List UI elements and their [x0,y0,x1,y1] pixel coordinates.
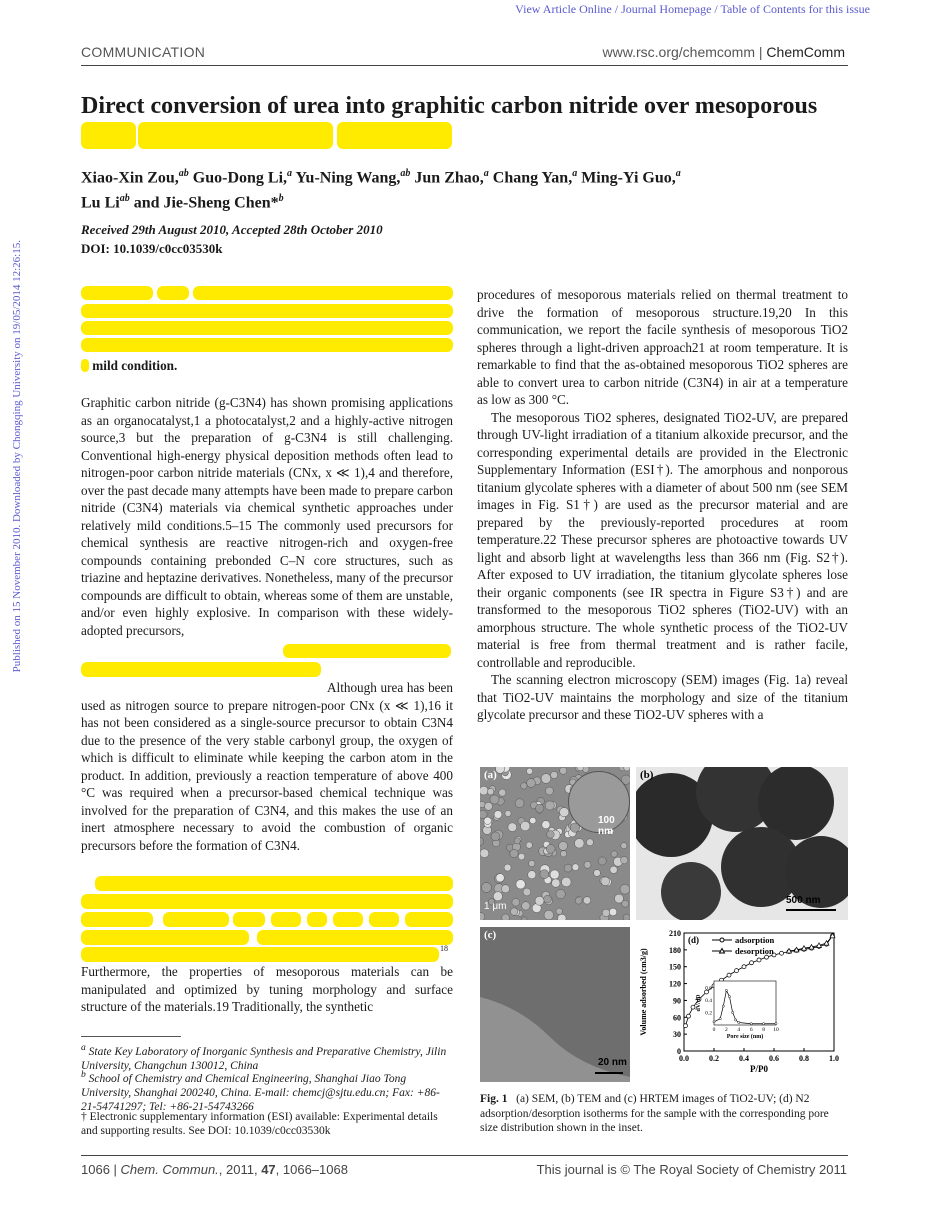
sem-particle [584,861,591,868]
sem-particle [510,908,517,915]
sem-particle [586,839,593,846]
redaction-block-1 [283,644,451,658]
sem-particle [556,908,562,914]
point-adsorption [687,1014,691,1018]
footnote-b: $^b$ School of Chemistry and Chemical Engineering, Shanghai Jiao Tong University, Shanghai 200240, China. E-mail: chemcj@sjtu.edu.cn; Fax: +86-21-54741297; Tel: +86-21-54743266 [81,1069,440,1113]
inset-y-tick: 0.4 [705,997,712,1004]
author-name: Yu-Ning Wang, [292,169,401,187]
abstract-redacted [81,284,453,359]
x-tick-label: 0.8 [799,1054,809,1063]
panel-c-hrtem [480,927,630,1082]
footer-rule [81,1155,848,1156]
panel-a-sem [480,767,630,920]
sem-particle [623,914,630,920]
inset-x-label: Pore size (nm) [726,1034,764,1040]
author-name: and Jie-Sheng Chen* [129,194,279,212]
sem-particle [558,914,567,920]
sem-particle [560,851,566,857]
sem-particle [480,838,484,846]
header-rule [81,65,848,66]
legend-marker-desorption [720,949,725,954]
sem-particle [560,808,569,817]
sem-particle [610,866,617,873]
author-name: Chang Yan, [488,169,573,187]
author-name: Jun Zhao, [410,169,484,187]
x-tick-label: 0.0 [679,1054,689,1063]
sem-particle [493,892,502,901]
sem-particle [601,877,610,886]
journal-url[interactable]: www.rsc.org/chemcomm [602,44,755,60]
author-name: Guo-Dong Li, [188,169,288,187]
authors-line-1 [81,163,851,188]
section-label: COMMUNICATION [81,44,206,60]
inset-point [719,1018,721,1020]
sem-particle [527,768,533,774]
y-tick-label: 60 [673,1013,681,1023]
inset-point [775,1023,777,1025]
inset-x-tick: 8 [762,1027,765,1033]
inset-x-tick: 4 [737,1027,741,1033]
point-adsorption [757,958,761,962]
inset-y-label: dV/dD [696,994,702,1012]
x-tick-label: 1.0 [829,1054,839,1063]
sem-particle [536,804,544,812]
sem-particle [480,913,485,921]
footnote-a: $^a$ State Key Laboratory of Inorganic Synthesis and Preparative Chemistry, Jilin University, Changchun 130012, China [81,1042,447,1072]
y-tick-label: 0 [677,1047,681,1056]
inset-y-tick: 0.6 [705,985,712,992]
sem-particle [544,910,554,920]
inset-x-tick: 6 [749,1027,753,1033]
sem-particle [487,789,493,795]
sem-particle [521,783,527,789]
inset-frame [714,981,776,1025]
sem-particle [594,870,601,877]
legend-marker-adsorption [720,938,724,942]
footnote-esi: † Electronic supplementary information (ESI) available: Experimental details and supporting results. See DOI: 10.1039/c0cc03530k [81,1111,438,1137]
sem-particle [562,877,572,887]
sem-particle [480,810,487,818]
author-list [81,163,851,214]
sem-particle [499,789,506,796]
journal-header: www.rsc.org/chemcomm | ChemComm [602,44,845,60]
affiliation-mark: a [287,168,293,179]
title-line-2-redacted [81,120,851,150]
view-article-link[interactable]: View Article Online / Journal Homepage / Table of Contents for this issue [515,2,870,16]
sem-particle [485,802,493,810]
sem-particle [620,884,630,894]
inset-y-tick: 0.2 [705,1010,712,1017]
paper-title [81,92,851,150]
sem-particle [510,849,518,857]
sem-particle [535,896,544,905]
sem-particle [540,870,549,879]
sem-particle [530,817,536,823]
sem-particle [552,879,560,887]
sem-particle [512,898,520,906]
sem-particle [598,857,606,865]
affiliation-mark: a [483,168,489,179]
x-tick-label: 0.4 [739,1054,749,1063]
point-adsorption [750,961,754,965]
sem-particle [541,774,551,784]
point-adsorption [691,1005,695,1009]
sem-particle [542,821,550,829]
affiliation-mark: ab [178,168,189,179]
sem-particle [551,771,558,778]
abstract-tail: mild condition. [81,357,453,375]
sem-particle [505,810,511,816]
point-adsorption [780,951,784,955]
affiliation-mark: ab [400,168,411,179]
sem-particle [545,787,553,795]
title-line-1: Direct conversion of urea into graphitic carbon nitride over mesoporous [81,93,818,119]
sem-particle [480,849,489,858]
sem-particle [520,821,530,831]
inset-point [722,1005,724,1007]
copyright-footer: This journal is © The Royal Society of Chemistry 2011 [536,1162,847,1177]
sem-particle [575,897,582,904]
affiliation-mark: a [675,168,681,179]
affiliation-mark: ab [119,193,130,205]
intro-paragraph: Graphitic carbon nitride (g-C3N4) has shown promising applications as an organocatalyst,1 a photocatalyst,2 and a highly-active nitrogen source,3 but the preparation of g-C3N4 is still challenging. Conventional high-energy physical deposition methods often lead to nitrogen-poor carbon nitride materials (CNx, x ≪ 1),4 and therefore, over the past decade many attempts have been made to prepare carbon nitride (C3N4) materials via chemical synthetic approaches under relatively mild conditions.5–15 The commonly used precursors for chemical synthesis are reactive nitrogen-rich and oxygen-free compounds containing prebonded C–N core structures, such as triazine and heptazine derivatives. Nonetheless, many of the precursor compounds are difficult to obtain, whereas some of them are unstable, and/or even highly explosive. In comparison with these widely-adopted precursors, [81,395,453,638]
legend-text-adsorption: adsorption [735,935,775,945]
author-name: Ming-Yi Guo, [577,169,676,187]
sem-particle [515,799,524,808]
author-name: Xiao-Xin Zou, [81,169,179,187]
affiliation-mark: a [572,168,578,179]
scale-c: 20 nm [598,1057,627,1068]
received-dates: Received 29th August 2010, Accepted 28th October 2010 [81,222,383,237]
footnote-rule [81,1036,181,1037]
inset-x-tick: 0 [712,1027,716,1033]
sem-particle [559,841,568,850]
inset-point [750,1023,752,1025]
inset-point [763,1023,765,1025]
sem-particle [544,895,552,903]
sem-particle [496,874,504,882]
scale-a2: 1 μm [484,901,507,912]
sem-particle [546,845,555,854]
sem-particle [621,843,627,849]
download-stamp: Published on 15 November 2010. Downloaded by Chongqing University on 19/05/2014 12:26:15. [11,240,23,673]
sem-particle [560,767,567,774]
sem-particle [491,832,500,841]
panel-b-label: (b) [640,769,654,781]
inset-point [713,1021,715,1023]
sem-particle [572,864,579,871]
sem-particle [621,857,628,864]
panel-d-label: (d) [688,935,699,945]
inset-point [728,996,730,998]
sem-particle [508,823,517,832]
sem-particle [482,883,492,893]
x-tick-label: 0.6 [769,1054,779,1063]
sem-particle [609,908,617,916]
point-adsorption [735,969,739,973]
affiliation-mark: b [278,193,284,205]
y-axis-label: Volume adsorbed (cm3/g) [639,948,648,1036]
y-tick-label: 150 [669,962,681,972]
sem-particle [529,860,535,866]
sem-particle [564,864,572,872]
sem-particle [494,811,502,819]
panel-c-label: (c) [484,929,497,941]
isotherm-chart [636,927,848,1082]
sem-particle [622,900,629,907]
inset-x-tick: 2 [725,1027,728,1033]
figure-caption: Fig. 1 (a) SEM, (b) TEM and (c) HRTEM images of TiO2-UV; (d) N2 adsorption/desorption isotherms for the sample with the corresponding pore size distribution shown in the inset. [480,1093,829,1134]
inset-point [732,1011,734,1013]
sem-particle [516,880,525,889]
sem-particle [602,909,610,917]
x-tick-label: 0.2 [709,1054,719,1063]
scale-a1: 100 nm [598,815,615,837]
inset-point [735,1019,737,1021]
inset-x-tick: 10 [773,1027,779,1033]
sem-particle [504,864,511,871]
doi[interactable]: DOI: 10.1039/c0cc03530k [81,241,223,256]
y-tick-label: 120 [669,979,681,989]
right-column-text: procedures of mesoporous materials relied on thermal treatment to drive the formation of mesoporous structure.19,20 In this communication, we report the facile synthesis of mesoporous TiO2 spheres through a light-driven approach21 at room temperature. It is remarkable to find that the as-obtained mesoporous TiO2 spheres are able to convert urea to carbon nitride (C3N4) in air at a temperature as low as 300 °C. The mesoporous TiO2 spheres, designated TiO2-UV, are prepared through UV-light irradiation of a titanium alkoxide precursor, and the corresponding experimental details are provided in the Electronic Supplementary Information (ESI†). The amorphous and nonporous titanium glycolate spheres with a diameter of about 500 nm (see SEM images in Fig. S1†) are used as the precursor material and are prepared by the previously-reported procedures at room temperature.22 These precursor spheres are photoactive towards UV light and absorb light at wavelengths less than 366 nm (Fig. S2†). After exposed to UV irradiation, the titanium glycolate spheres lose their organic components (see IR spectra in Figure S3†) and are transformed to the mesoporous TiO2 spheres (TiO2-UV) with an amorphous structure. The whole synthetic process of the TiO2-UV material is free from thermal treatment and is rather facile, controllable and reproducible. The scanning electron microscopy (SEM) images (Fig. 1a) reveal that TiO2-UV maintains the morphology and size of the titanium glycolate precursor and these TiO2-UV spheres with a [477,287,848,722]
panel-b-tem [636,767,848,920]
sem-particle [575,839,585,849]
sem-particle [547,831,555,839]
sem-particle [521,917,527,920]
scale-b: 500 nm [786,895,821,906]
y-tick-label: 30 [673,1030,681,1040]
sem-particle [611,851,617,857]
x-axis-label: P/P0 [750,1064,768,1074]
y-tick-label: 180 [669,945,681,955]
sem-particle [518,853,525,860]
point-adsorption [727,973,731,977]
sem-particle [526,842,532,848]
y-tick-label: 90 [673,996,681,1006]
sem-particle [550,870,559,879]
sem-particle [522,902,530,910]
citation-footer: 1066 | Chem. Commun., 2011, 47, 1066–1068 [81,1162,348,1177]
authors-line-2 [81,188,851,213]
sem-particle [514,838,520,844]
panel-d-isotherm [636,927,848,1082]
journal-links[interactable] [0,2,925,17]
author-name: Lu Li [81,194,120,212]
panel-a-label: (a) [484,769,497,781]
sem-particle [556,889,565,898]
y-tick-label: 210 [669,929,681,938]
sem-particle [523,888,531,896]
sem-particle [480,786,488,795]
sem-particle [528,871,536,879]
inset-point [738,1021,740,1023]
point-adsorption [684,1024,688,1028]
ref-18: 18 [440,944,448,953]
sem-particle [501,885,509,893]
sem-particle [502,914,510,920]
sem-particle [490,795,499,804]
inset-point [725,989,727,991]
sem-particle [624,767,630,771]
point-adsorption [742,965,746,969]
intro-paragraph-cont: Although urea has been used as nitrogen source to prepare nitrogen-poor CNx (x ≪ 1),16 it has not been considered as a single-source precursor to obtain C3N4 due to the presence of the very stable carbonyl group, the oxygen of which is difficult to eliminate while keeping the carbon atom in the product. In addition, previously a reaction temperature of above 400 °C was required when a precursor-based chemical technique was involved for the preparation of C3N4, and this makes the use of an inert atmosphere necessary to avoid the combustion of organic precursors before the formation of C3N4. [81,680,453,853]
legend-text-desorption: desorption [735,946,774,956]
redaction-block-3 [81,876,453,961]
sem-particle [545,801,554,810]
sem-particle [583,897,590,904]
journal-name: ChemComm [766,44,845,60]
paragraph-2: Furthermore, the properties of mesoporous materials can be manipulated and optimized by tuning morphology and surface structure of the materials.19 Traditionally, the synthetic [81,964,453,1014]
redaction-block-2 [81,662,321,678]
figure-1 [480,767,848,1082]
sem-particle [527,779,536,788]
